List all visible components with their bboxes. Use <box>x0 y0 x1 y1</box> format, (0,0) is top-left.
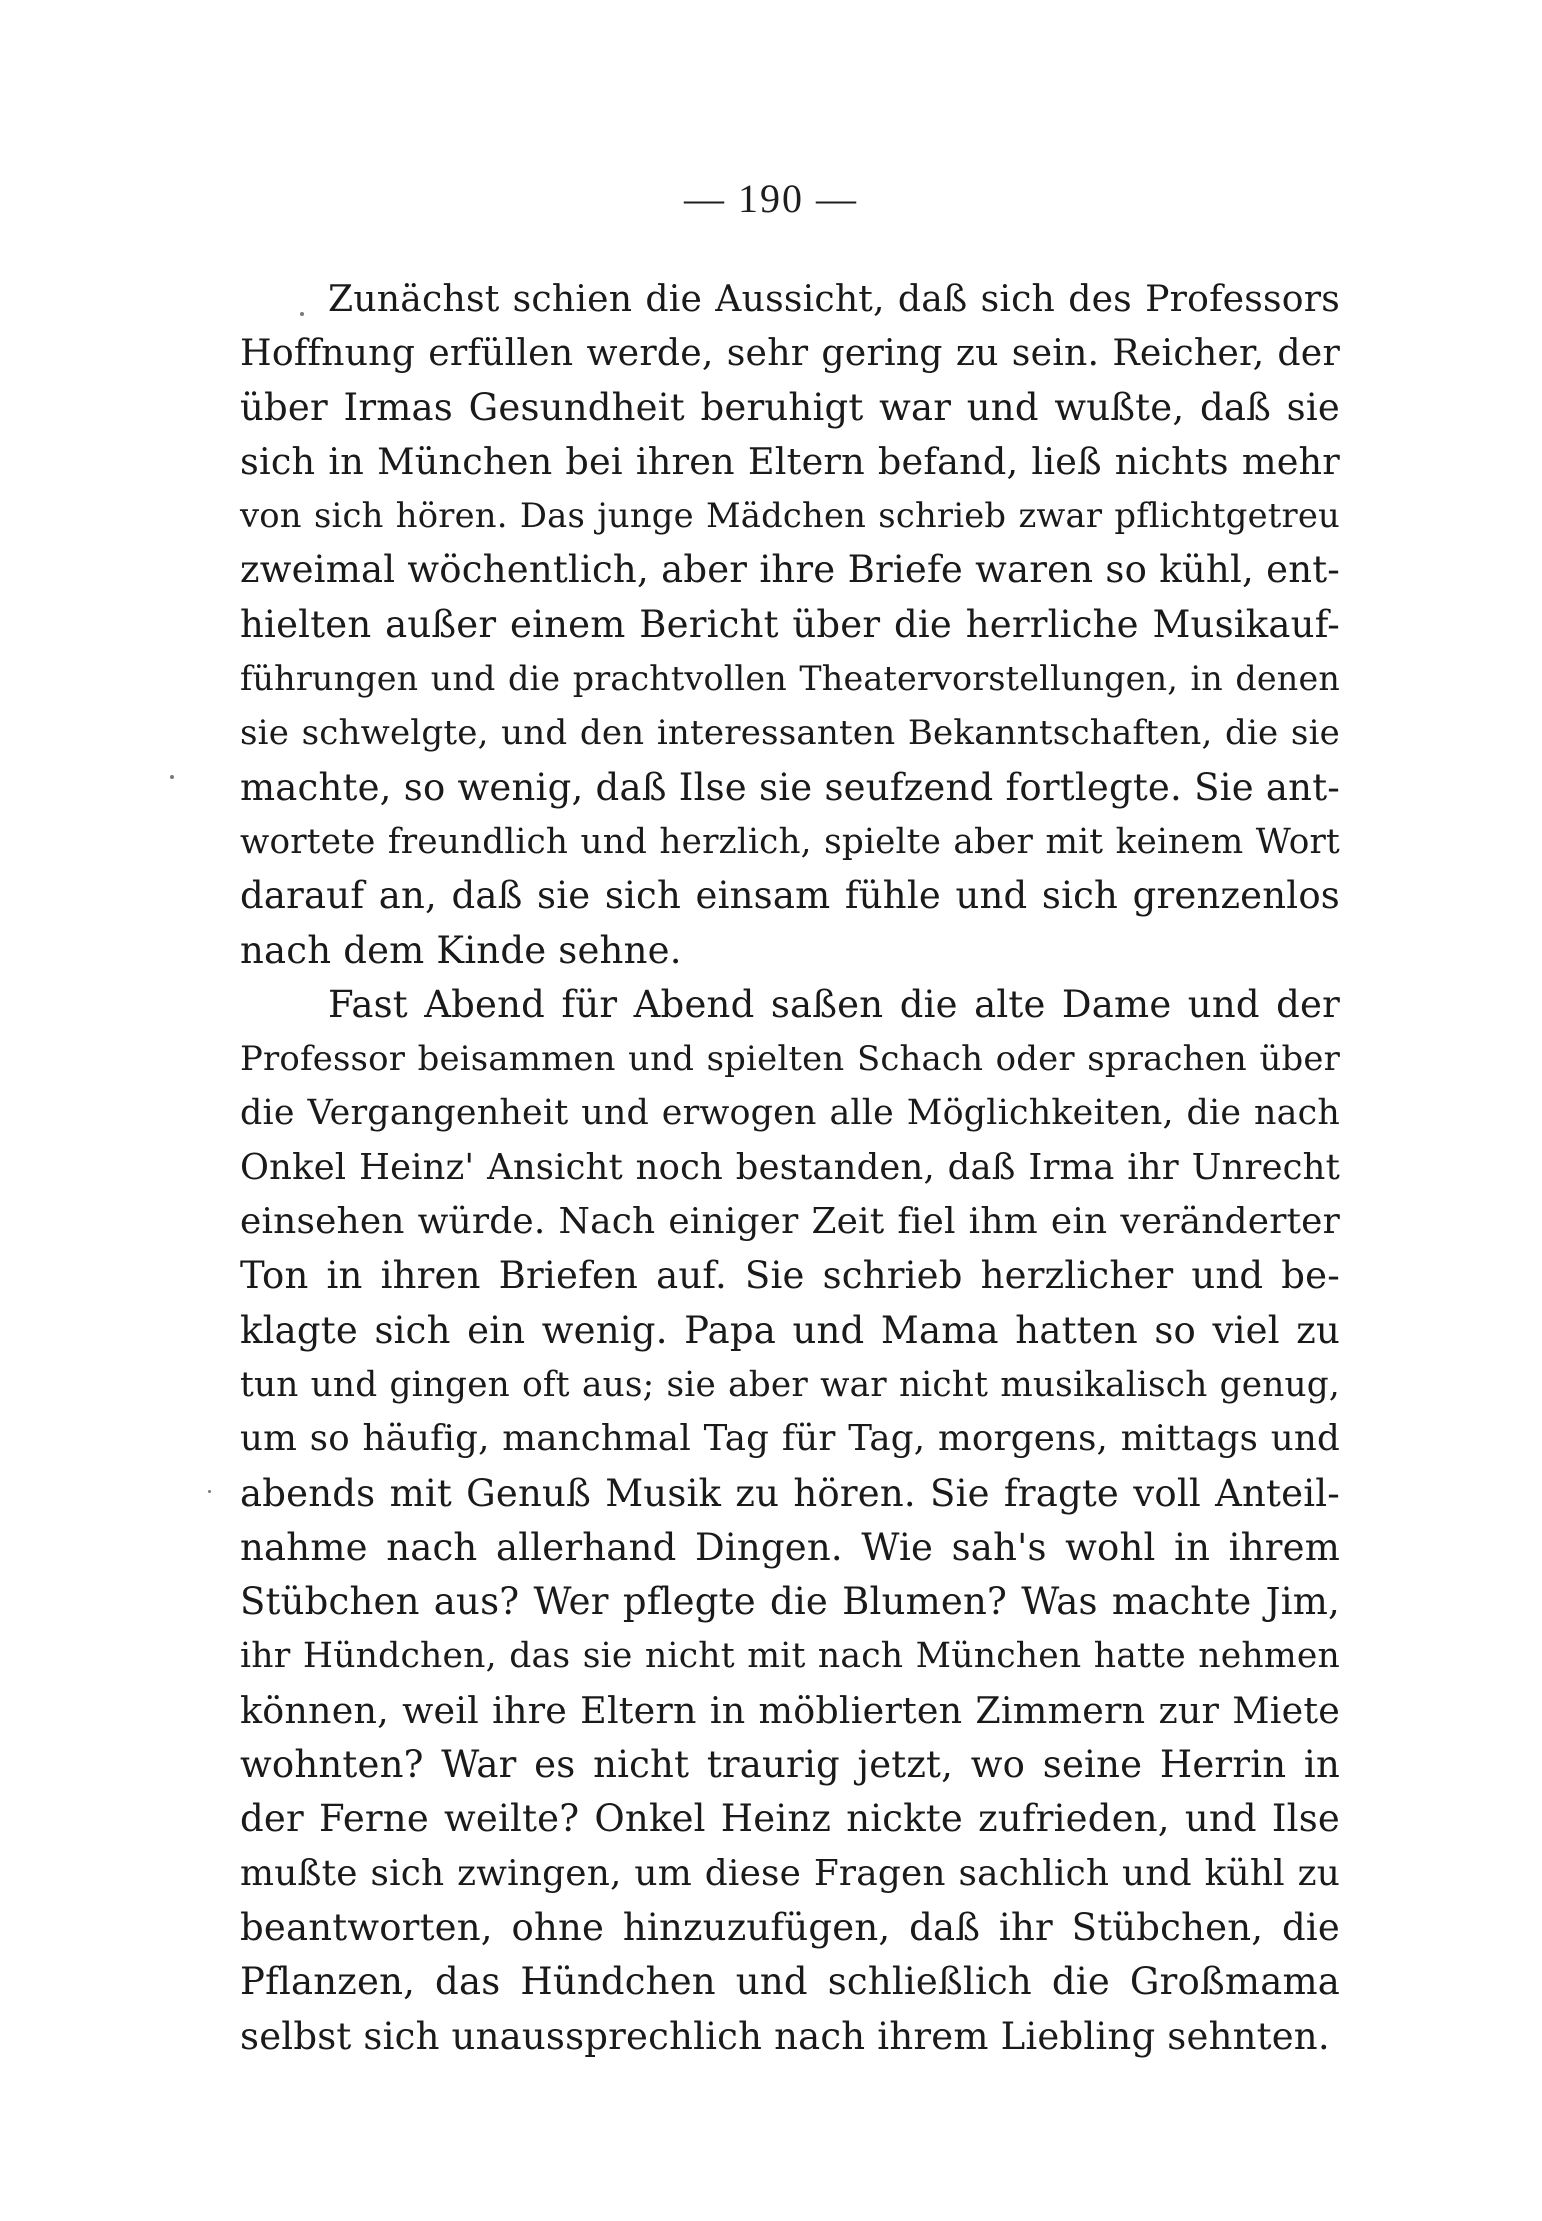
text-line: tun und gingen oft aus; sie aber war nicht musikalisch genug, <box>240 1364 1340 1405</box>
text-line: Fast Abend für Abend saßen die alte Dame und der <box>328 982 1340 1026</box>
text-line: mußte sich zwingen, um diese Fragen sachlich und kühl zu <box>240 1852 1340 1894</box>
text-line: nach dem Kinde sehne. <box>240 928 682 972</box>
text-line: der Ferne weilte? Onkel Heinz nickte zufrieden, und Ilse <box>240 1797 1340 1841</box>
text-line: einsehen würde. Nach einiger Zeit fiel ihm ein veränderter <box>240 1201 1340 1243</box>
text-line: die Vergangenheit und erwogen alle Möglichkeiten, die nach <box>240 1093 1340 1134</box>
text-line: selbst sich unaussprechlich nach ihrem Liebling sehnten. <box>240 2014 1330 2058</box>
text-line: Onkel Heinz' Ansicht noch bestanden, daß Irma ihr Unrecht <box>240 1146 1340 1188</box>
print-speck <box>300 312 304 316</box>
page-number: — 190 — <box>684 176 858 221</box>
text-line: darauf an, daß sie sich einsam fühle und sich grenzenlos <box>240 874 1340 918</box>
text-line: beantworten, ohne hinzuzufügen, daß ihr Stübchen, die <box>240 1905 1340 1949</box>
text-line: sich in München bei ihren Eltern befand, ließ nichts mehr <box>240 439 1340 483</box>
paragraph-2 <box>240 978 1340 2064</box>
text-line: führungen und die prachtvollen Theatervorstellungen, in denen <box>240 659 1340 699</box>
text-line: über Irmas Gesundheit beruhigt war und wußte, daß sie <box>240 385 1340 429</box>
text-line: Ton in ihren Briefen auf. Sie schrieb herzlicher und be- <box>240 1254 1340 1298</box>
text-line: Stübchen aus? Wer pflegte die Blumen? Was machte Jim, <box>240 1580 1340 1624</box>
print-speck <box>208 1490 211 1493</box>
text-line: Hoffnung erfüllen werde, sehr gering zu sein. Reicher, der <box>240 331 1340 375</box>
text-line: wohnten? War es nicht traurig jetzt, wo seine Herrin in <box>240 1743 1340 1787</box>
text-line: Zunächst schien die Aussicht, daß sich des Professors <box>328 277 1340 320</box>
body-text <box>240 272 1340 2064</box>
text-line: klagte sich ein wenig. Papa und Mama hatten so viel zu <box>240 1308 1340 1352</box>
text-line: hielten außer einem Bericht über die herrliche Musikauf- <box>240 602 1340 646</box>
text-line: Pflanzen, das Hündchen und schließlich die Großmama <box>240 1960 1340 2004</box>
text-line: wortete freundlich und herzlich, spielte aber mit keinem Wort <box>240 821 1340 862</box>
text-line: machte, so wenig, daß Ilse sie seufzend fortlegte. Sie ant- <box>240 765 1340 809</box>
text-line: von sich hören. Das junge Mädchen schrieb zwar pflichtgetreu <box>240 496 1340 536</box>
text-line: zweimal wöchentlich, aber ihre Briefe waren so kühl, ent- <box>240 548 1340 592</box>
print-speck <box>170 775 174 779</box>
text-line: sie schwelgte, und den interessanten Bekanntschaften, die sie <box>240 713 1340 754</box>
paragraph-1 <box>240 272 1340 978</box>
text-line: ihr Hündchen, das sie nicht mit nach München hatte nehmen <box>240 1636 1340 1677</box>
text-line: abends mit Genuß Musik zu hören. Sie fragte voll Anteil- <box>240 1471 1340 1515</box>
text-line: nahme nach allerhand Dingen. Wie sah's wohl in ihrem <box>240 1525 1340 1569</box>
text-line: um so häufig, manchmal Tag für Tag, morgens, mittags und <box>240 1418 1340 1460</box>
text-line: Professor beisammen und spielten Schach oder sprachen über <box>240 1039 1340 1079</box>
text-line: können, weil ihre Eltern in möblierten Zimmern zur Miete <box>240 1688 1340 1732</box>
